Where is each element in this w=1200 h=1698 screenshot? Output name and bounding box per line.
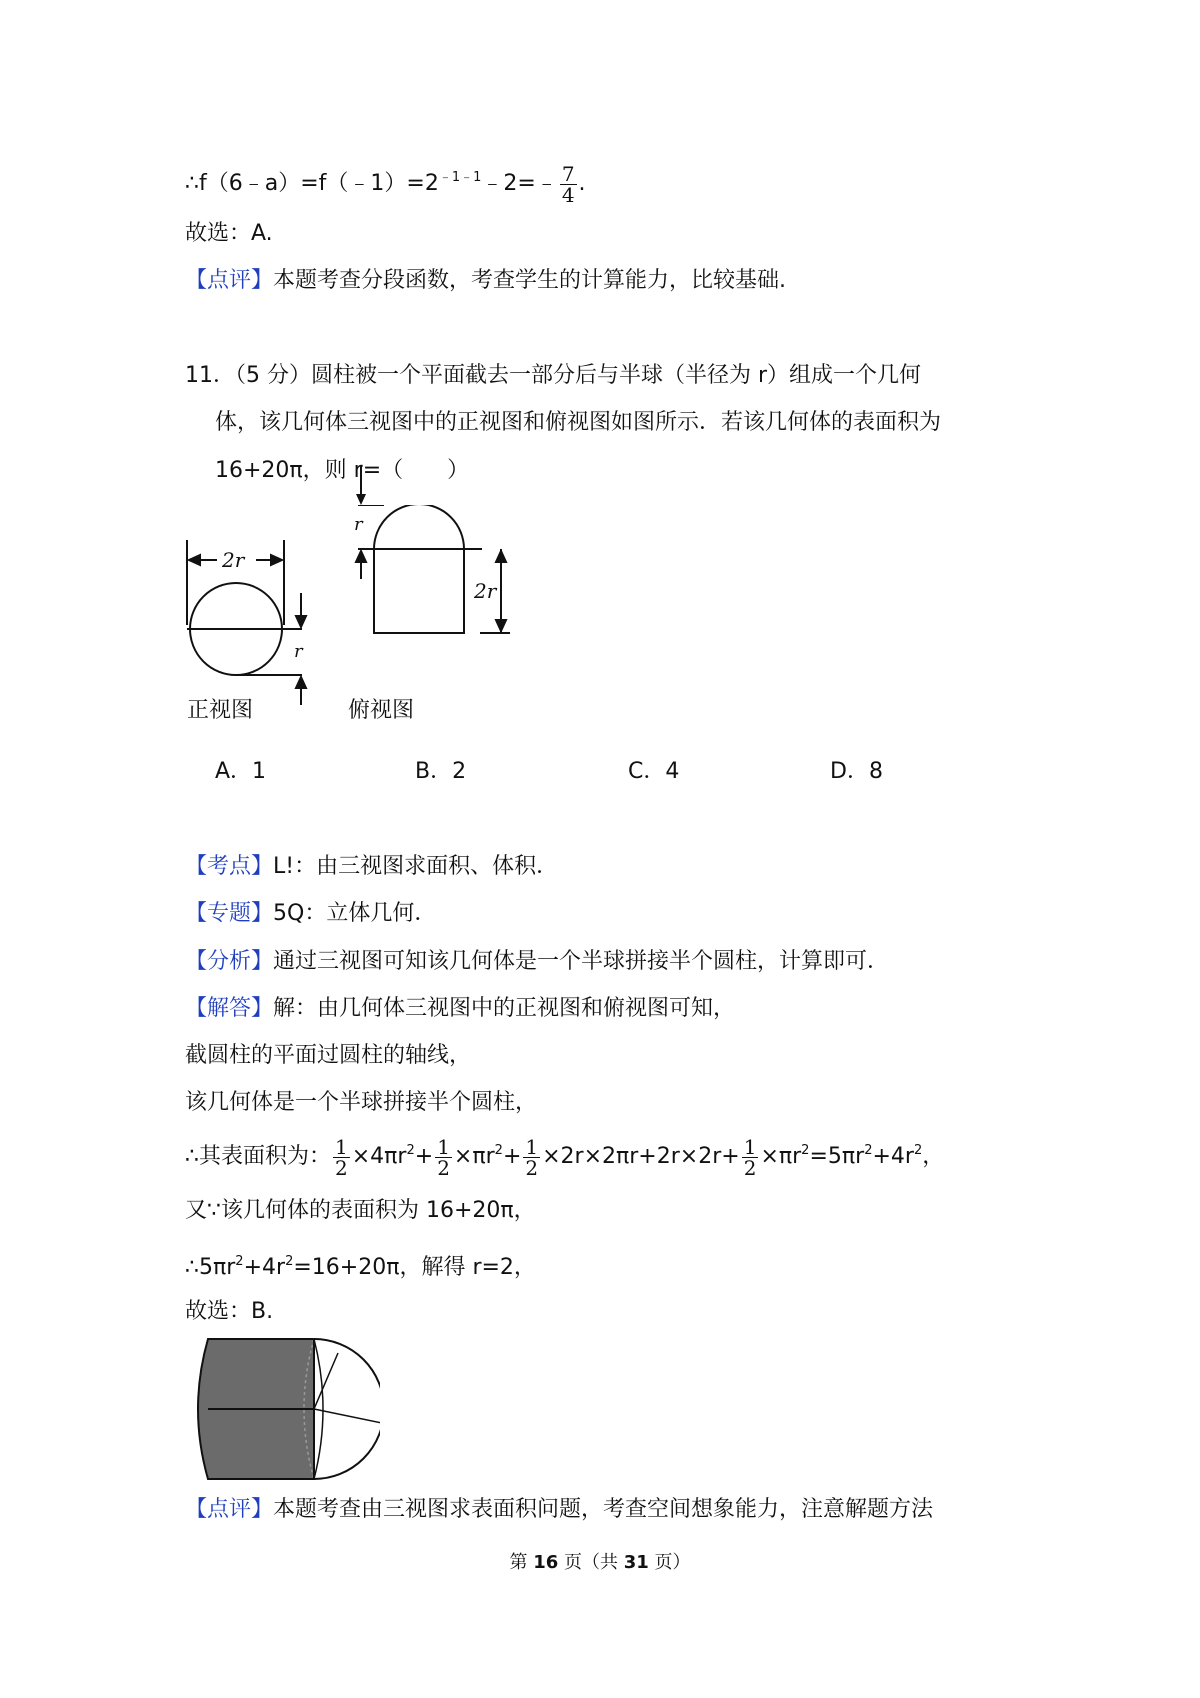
front-dim-2r: 2r: [222, 548, 245, 572]
answer-line: 故选：A.: [185, 221, 273, 246]
solution-line-2: 该几何体是一个半球拼接半个圆柱，: [185, 1090, 538, 1115]
fraction: $\frac{1}{2}$: [525, 1134, 539, 1180]
comment-tag: 【点评】: [185, 1497, 274, 1522]
zhuanti-line: 【专题】5Q：立体几何．: [185, 901, 437, 926]
option-d: D．8: [830, 759, 883, 784]
page-footer: 第 16 页（共 31 页）: [509, 1552, 691, 1573]
option-c: C．4: [628, 759, 680, 784]
front-view-drawing: [187, 540, 306, 705]
surface-area-formula: ∴其表面积为： $\frac{1}{2}$ $\times 4\pi r^2+$ $\frac{1}{2}$ $\times\pi r^2+$ $\frac{1}{2}$ ×2r×2πr+2r×2r+ $\frac{1}{2}$ $\times\pi r^2=5\pi r^2+4r^2$，: [185, 1134, 945, 1180]
solution-line-5: $\therefore 5\pi r^2+4r^2=16+20\pi$，解得 r=2，: [185, 1254, 536, 1280]
fraction: $\frac{1}{2}$: [743, 1134, 757, 1180]
three-view-figure: [170, 505, 530, 705]
fraction: $\frac{1}{2}$: [335, 1134, 348, 1180]
solution-line-4: 又∵该几何体的表面积为 16+20π，: [185, 1198, 536, 1223]
page-number: 16: [533, 1552, 559, 1573]
solid-figure: [180, 1335, 380, 1485]
comment-tag: 【点评】: [185, 268, 274, 293]
result-line: $\therefore f(6﹣a)=f(﹣1)=2^{﹣1﹣1}﹣2=﹣$ $\frac{7}{4}$ .: [185, 161, 586, 207]
comment-line: 【点评】本题考查分段函数，考查学生的计算能力，比较基础.: [185, 268, 787, 293]
jieda-line: 【解答】解：由几何体三视图中的正视图和俯视图可知，: [185, 996, 736, 1021]
option-b: B．2: [415, 759, 467, 784]
fenxi-line: 【分析】通过三视图可知该几何体是一个半球拼接半个圆柱，计算即可．: [185, 949, 890, 974]
top-view-arrow-top: [350, 465, 380, 510]
question-line-2: 体，该几何体三视图中的正视图和俯视图如图所示．若该几何体的表面积为: [215, 410, 942, 435]
top-view-label: 俯视图: [348, 698, 415, 723]
top-dim-2r: 2r: [474, 579, 497, 603]
top-dim-r: r: [354, 514, 363, 535]
solution-line-1: 截圆柱的平面过圆柱的轴线，: [185, 1043, 472, 1068]
fraction: $\frac{7}{4}$: [561, 161, 575, 207]
top-view-drawing: [356, 505, 510, 633]
kaodian-line: 【考点】L!：由三视图求面积、体积．: [185, 854, 559, 879]
front-view-label: 正视图: [187, 698, 254, 723]
comment-line-2: 【点评】本题考查由三视图求表面积问题，考查空间想象能力，注意解题方法: [185, 1497, 934, 1522]
fraction: $\frac{1}{2}$: [437, 1134, 450, 1180]
question-line-3: 16+20π，则 r=（ ）: [215, 458, 470, 483]
front-dim-r: r: [294, 641, 303, 662]
page-total: 31: [623, 1552, 649, 1573]
option-a: A．1: [215, 759, 267, 784]
answer-line-b: 故选：B.: [185, 1299, 274, 1324]
question-line-1: 11．（5 分）圆柱被一个平面截去一部分后与半球（半径为 r）组成一个几何: [185, 363, 922, 388]
